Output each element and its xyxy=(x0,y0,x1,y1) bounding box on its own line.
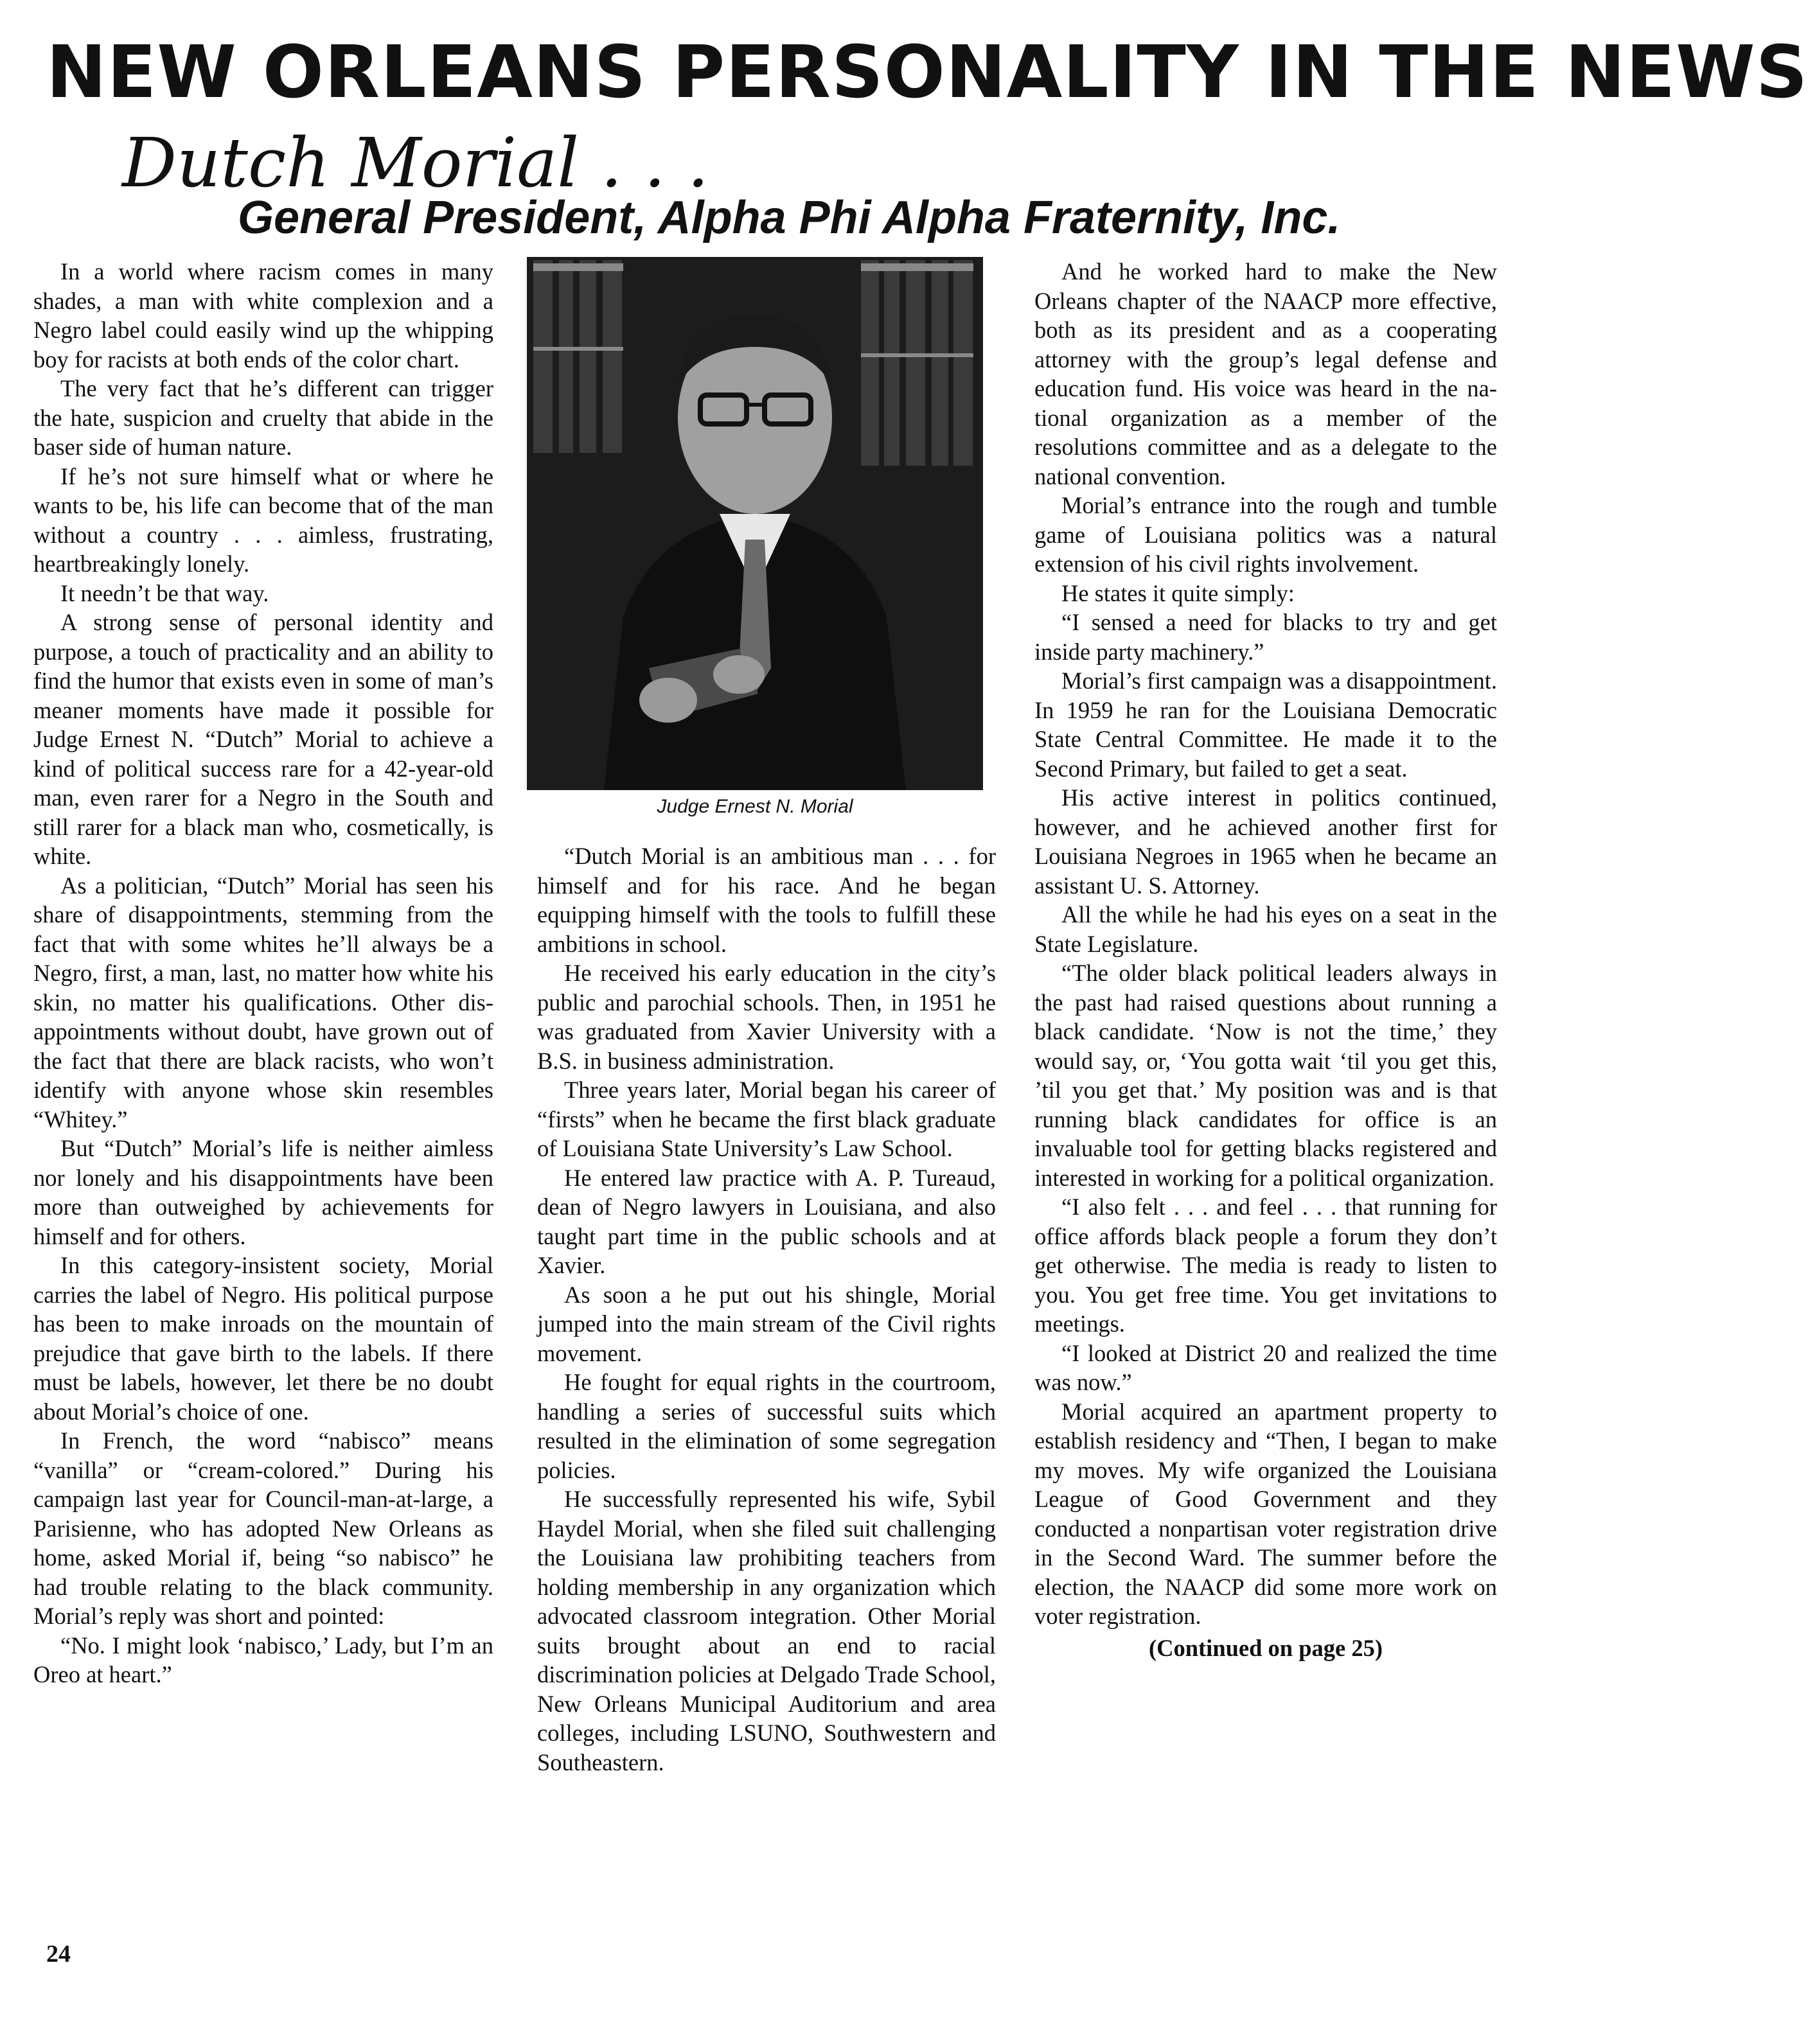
paragraph: In a world where racism comes in many shades, a man with white complexion and a Negro label could easily wind up the whipping boy for racists at both ends of the color chart. xyxy=(33,258,493,373)
portrait-illustration xyxy=(527,257,983,790)
subject-name: Dutch Morial . . . xyxy=(122,123,709,202)
paragraph: “Dutch Morial is an ambitious man . . . for himself and for his race. And he began equipping himself with the tools to fulfill these ambitions in school. xyxy=(537,843,996,957)
paragraph: He fought for equal rights in the courtroom, handling a series of successful suits which resulted in the elimination of some segregation policies. xyxy=(537,1369,996,1483)
article-column-1 xyxy=(33,257,493,1689)
paragraph: As a politician, “Dutch” Morial has seen his share of disappointments, stemming from the fact that with some whites he’ll always be a Negro, first, a man, last, no matter how white his skin, no matter his qualifications. Other disappointments without doubt, have grown out of the fact that there are black racists, who won’t identify with anyone whose skin resembles “Whitey.” xyxy=(33,872,493,1132)
paragraph: The very fact that he’s different can trigger the hate, suspicion and cruelty that abide in the baser side of human nature. xyxy=(33,375,493,460)
paragraph: His active interest in politics continued, however, and he achieved another first for Louisiana Negroes in 1965 when he became an assistant U. S. Attorney. xyxy=(1034,784,1497,899)
headline: NEW ORLEANS PERSONALITY IN THE NEWS xyxy=(46,31,1808,114)
paragraph: In French, the word “nabisco” means “vanilla” or “cream-colored.” During his campaign last year for Council-man-at-large, a Parisienne, who has adopted New Orleans as home, asked Morial if, being “so nabisco” he had trouble relating to the black community. Morial’s reply was short and pointed: xyxy=(33,1427,493,1629)
paragraph: He received his early education in the city’s public and parochial schools. Then, in 1951 he was graduated from Xavier University with a B.S. in business administration. xyxy=(537,960,996,1074)
paragraph: If he’s not sure himself what or where he wants to be, his life can become that of the man without a country . . . aimless, frustrating, heartbreakingly lonely. xyxy=(33,463,493,577)
portrait-photo xyxy=(527,257,983,790)
paragraph: He successfully represented his wife, Sybil Haydel Morial, when she filed suit challenging the Louisiana law prohibiting teachers from holding membership in any organization which advocated classroom integration. Other Morial suits brought about an end to racial discrimination policies at Delgado Trade School, New Orleans Municipal Auditorium and area colleges, including LSUNO, Southwestern and Southeastern. xyxy=(537,1486,996,1775)
paragraph: “I looked at District 20 and realized the time was now.” xyxy=(1034,1339,1497,1395)
article-column-3 xyxy=(1034,257,1497,1662)
paragraph: Morial’s entrance into the rough and tumble game of Louisiana politics was a natural extension of his civil rights involvement. xyxy=(1034,492,1497,577)
paragraph: All the while he had his eyes on a seat in the State Legislature. xyxy=(1034,901,1497,957)
paragraph: But “Dutch” Morial’s life is neither aimless nor lonely and his disappointments have been more than outweighed by achievements for himself and for others. xyxy=(33,1135,493,1249)
paragraph: Morial acquired an apartment property to establish residency and “Then, I began to make my moves. My wife organized the Louisiana League of Good Government and they conducted a nonpartisan voter registration drive in the Second Ward. The summer before the election, the NAACP did some more work on voter registration. xyxy=(1034,1398,1497,1629)
paragraph: Morial’s first campaign was a disappointment. In 1959 he ran for the Louisiana Democratic State Central Committee. He made it to the Second Primary, but failed to get a seat. xyxy=(1034,667,1497,782)
paragraph: It needn’t be that way. xyxy=(60,579,269,606)
continued-notice: (Continued on page 25) xyxy=(1148,1634,1383,1661)
paragraph: “The older black political leaders always in the past had raised questions about running a black candidate. ‘Now is not the time,’ they would say, or, ‘You gotta wait ‘til you get this, ’til you get that.’ My position was and is that running black candidates for office is an invaluable tool for getting blacks registered and interested in working for a political organization. xyxy=(1034,960,1497,1191)
paragraph: He states it quite simply: xyxy=(1061,579,1295,606)
paragraph: “I sensed a need for blacks to try and get inside party machinery.” xyxy=(1034,609,1497,665)
paragraph: As soon a he put out his shingle, Morial jumped into the main stream of the Civil rights movement. xyxy=(537,1281,996,1366)
article-column-2 xyxy=(537,841,996,1777)
paragraph: In this category-insistent society, Morial carries the label of Negro. His political purpose has been to make inroads on the mountain of prejudice that gave birth to the labels. If there must be labels, however, let there be no doubt about Morial’s choice of one. xyxy=(33,1252,493,1425)
paragraph: “I also felt . . . and feel . . . that running for office affords black people a forum they don’t get otherwise. The media is ready to listen to you. You get free time. You get invitations to meetings. xyxy=(1034,1194,1497,1337)
paragraph: A strong sense of personal identity and purpose, a touch of practicality and an ability to find the humor that exists even in some of man’s meaner moments have made it possible for Judge Ernest N. “Dutch” Morial to achieve a kind of political success rare for a 42-year-old man, even rarer for a Negro in the South and still rarer for a black man who, cosmetically, is white. xyxy=(33,609,493,869)
paragraph: And he worked hard to make the New Orleans chapter of the NAACP more effective, both as its president and as a cooperating attorney with the group’s legal defense and education fund. His voice was heard in the national organization as a member of the resolutions committee and as a delegate to the national convention. xyxy=(1034,258,1497,489)
paragraph: Three years later, Morial began his career of “firsts” when he became the first black graduate of Louisiana State University’s Law School. xyxy=(537,1077,996,1161)
photo-caption: Judge Ernest N. Morial xyxy=(657,796,853,817)
paragraph: “No. I might look ‘nabisco,’ Lady, but I’m an Oreo at heart.” xyxy=(33,1632,493,1687)
subject-title: General President, Alpha Phi Alpha Fraternity, Inc. xyxy=(238,192,1341,243)
paragraph: He entered law practice with A. P. Tureaud, dean of Negro lawyers in Louisiana, and also taught part time in the public schools and at Xavier. xyxy=(537,1164,996,1278)
page-number: 24 xyxy=(46,1941,71,1968)
